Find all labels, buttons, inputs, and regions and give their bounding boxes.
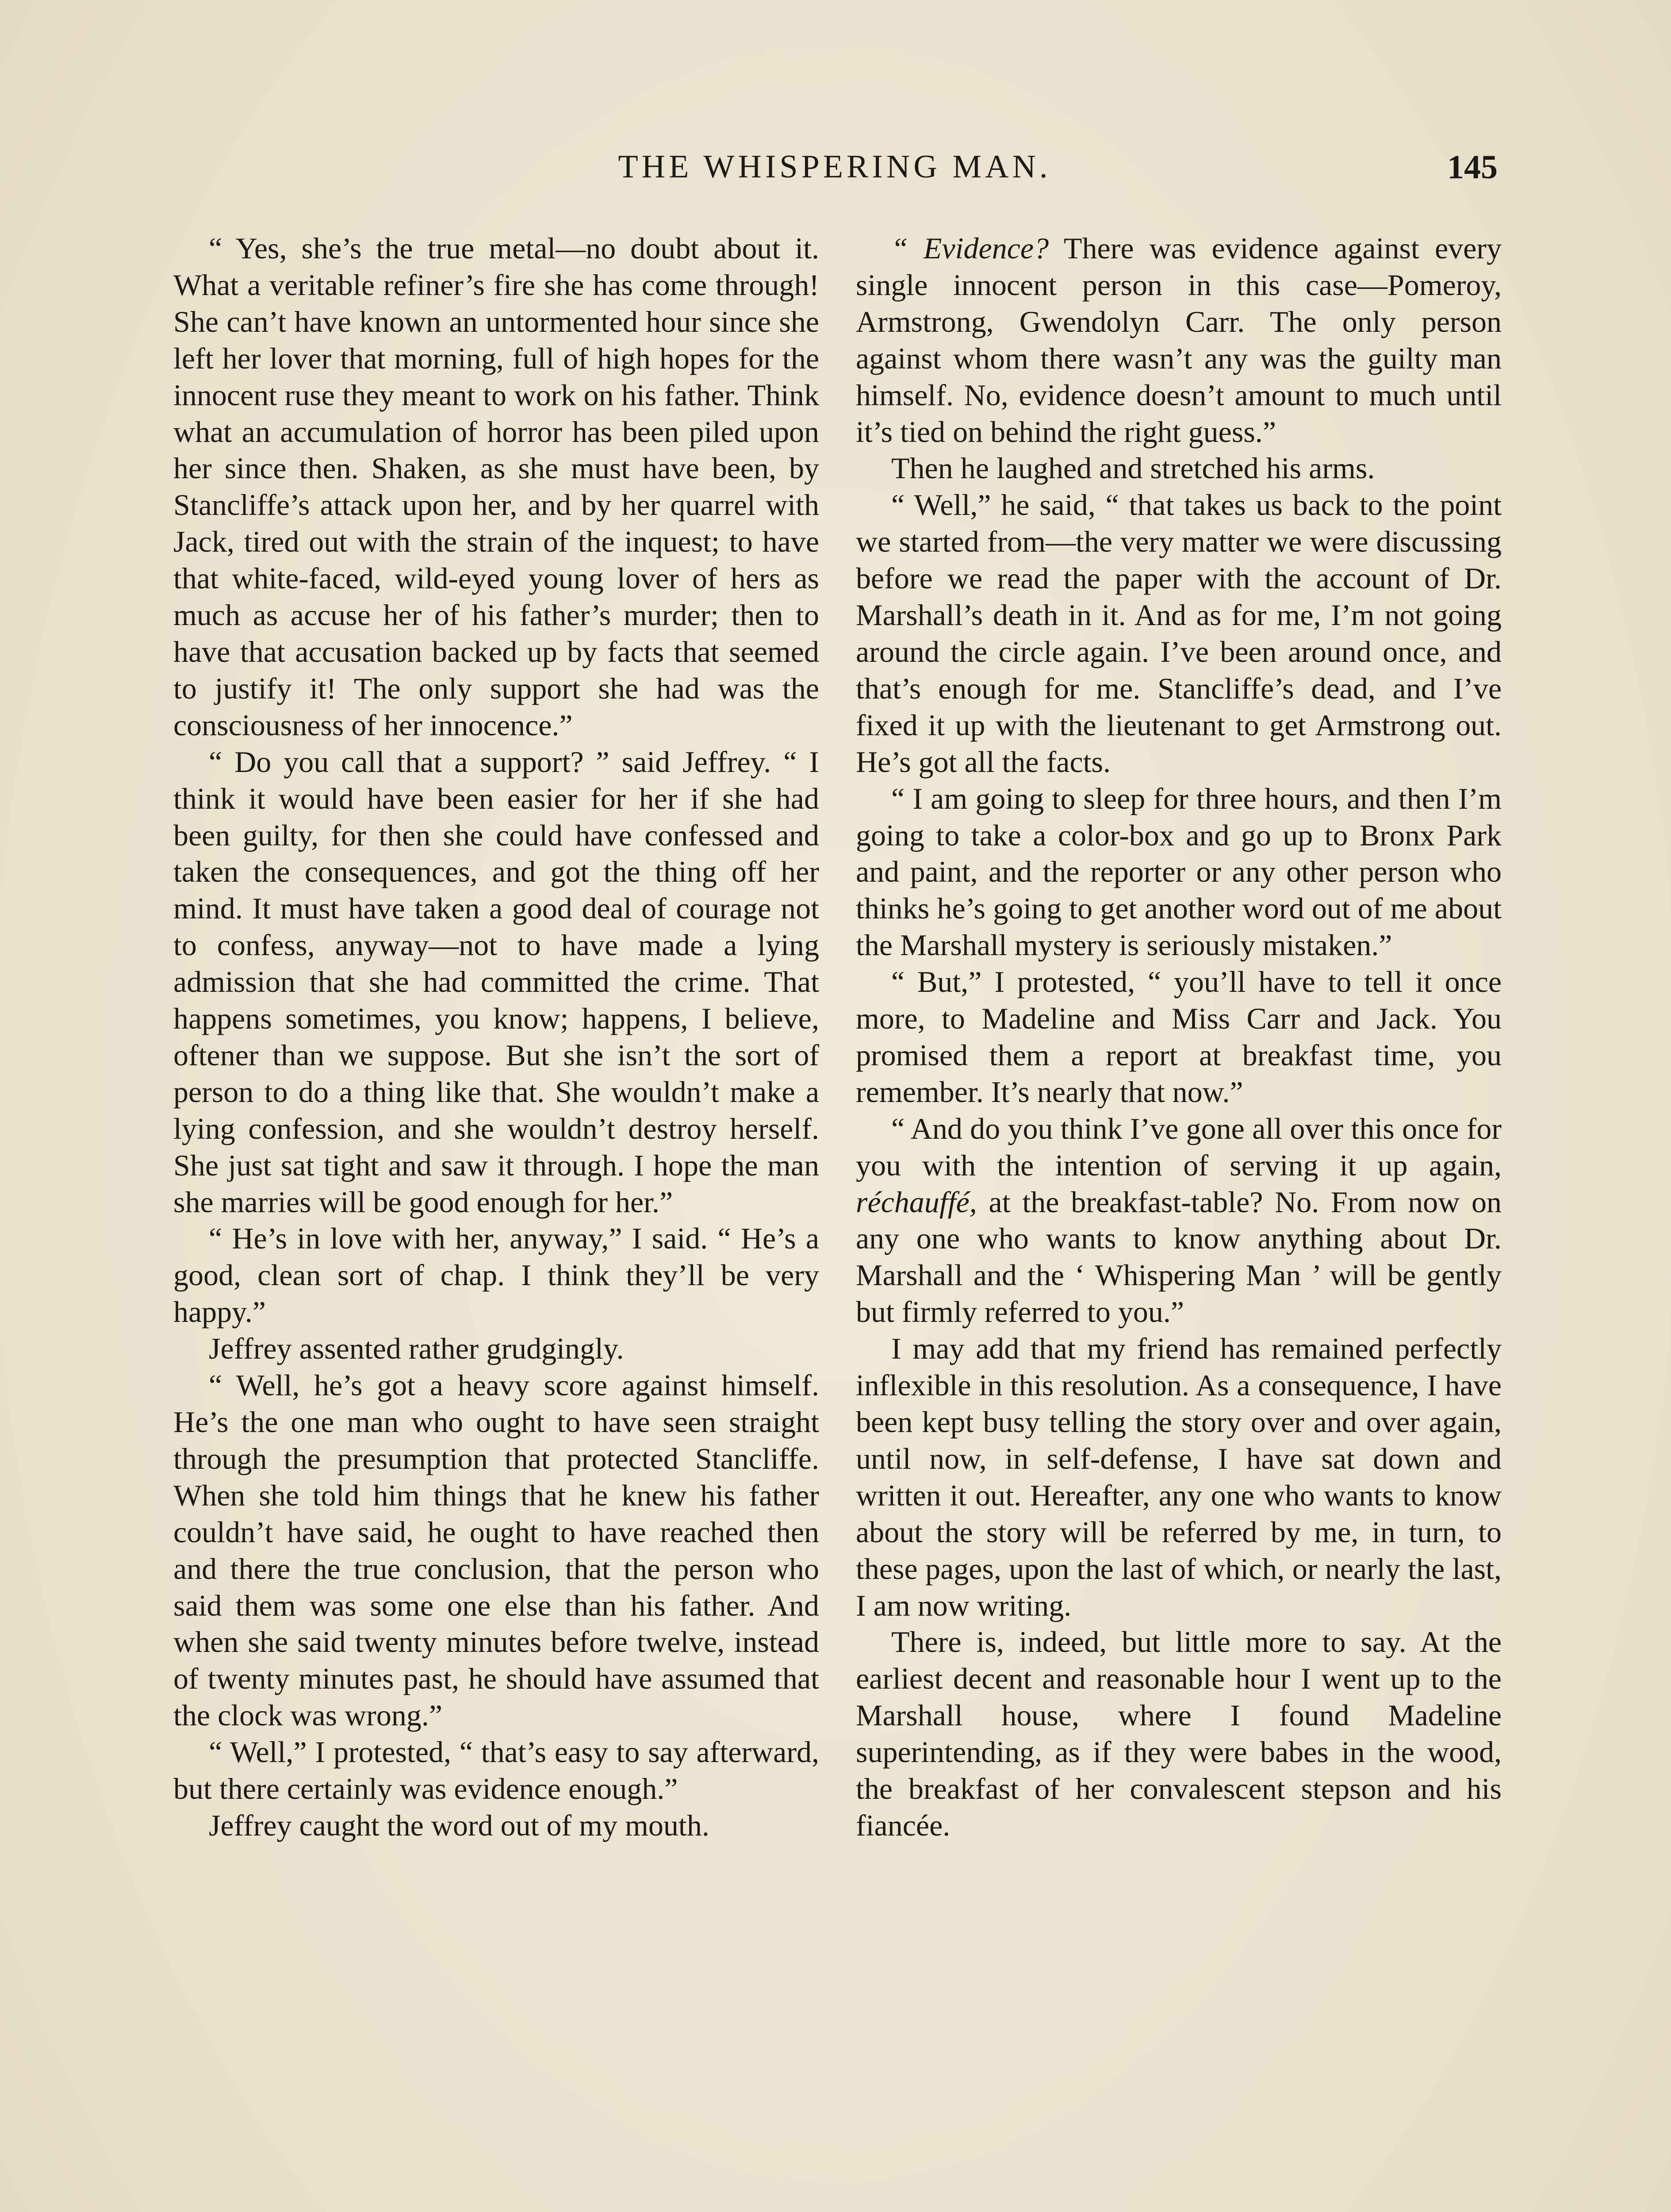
page-number: 145: [1447, 149, 1498, 186]
paragraph: “ Well,” I protested, “ that’s easy to say afterward, but there certainly was evidence enough.”: [173, 1735, 819, 1806]
paragraph: Then he laughed and stretched his arms.: [891, 451, 1375, 485]
paragraph: [856, 230, 1502, 450]
paragraph: “ Yes, she’s the true metal—no doubt about it. What a veritable refiner’s fire she has come through! She can’t have known an untormented hour since she left her lover that morning, full of high hopes for the innocent ruse they meant to work on his father. Think what an accumulation of horror has been piled upon her since then. Shaken, as she must have been, by Stancliffe’s attack upon her, and by her quarrel with Jack, tired out with the strain of the inquest; to have that white-faced, wild-eyed young lover of hers as much as accuse her of his father’s murder; then to have that accusation backed up by facts that seemed to justify it! The only support she had was the consciousness of her innocence.”: [173, 231, 819, 742]
running-head: [172, 150, 1498, 199]
paragraph: “ Well,” he said, “ that takes us back to the point we started from—the very matter we were discussing before we read the paper with the account of Dr. Marshall’s death in it. And as for me, I’m not going around the circle again. I’ve been around once, and that’s enough for me. Stancliffe’s dead, and I’ve fixed it up with the lieutenant to get Armstrong out. He’s got all the facts.: [856, 488, 1502, 779]
paragraph-text: “ And do you think I’ve gone all over this once for you with the intention of serving it up again,: [856, 1111, 1502, 1182]
left-column: [173, 230, 819, 1844]
paragraph: There is, indeed, but little more to say. At the earliest decent and reasonable hour I went up to the Marshall house, where I found Madeline superintending, as if they were babes in the wood, the breakfast of her convalescent stepson and his fiancée.: [856, 1625, 1502, 1842]
paragraph-text: There was evidence against every single innocent person in this case—Pomeroy, Armstrong, Gwendolyn Carr. The only person against whom there wasn’t any was the guilty man himself. No, evidence doesn’t amount to much until it’s tied on behind the right guess.”: [856, 231, 1502, 449]
paragraph: “ I am going to sleep for three hours, and then I’m going to take a color-box and go up to Bronx Park and paint, and the reporter or any other person who thinks he’s going to get another word out of me about the Marshall mystery is seriously mistaken.”: [856, 781, 1502, 962]
paragraph: “ But,” I protested, “ you’ll have to tell it once more, to Madeline and Miss Carr and Jack. You promised them a report at breakfast time, you remember. It’s nearly that now.”: [856, 965, 1502, 1109]
italic-text: “ Evidence?: [891, 231, 1049, 265]
paragraph: “ Well, he’s got a heavy score against himself. He’s the one man who ought to have seen straight through the presumption that protected Stancliffe. When she told him things that he knew his father couldn’t have said, he ought to have reached then and there the true conclusion, that the person who said them was some one else than his father. And when she said twenty minutes before twelve, instead of twenty minutes past, he should have assumed that the clock was wrong.”: [173, 1368, 819, 1732]
paragraph: I may add that my friend has remained perfectly inflexible in this resolution. As a consequence, I have been kept busy telling the story over and over again, until now, in self-defense, I have sat down and written it out. Hereafter, any one who wants to know about the story will be referred by me, in turn, to these pages, upon the last of which, or nearly the last, I am now writing.: [856, 1332, 1502, 1622]
paragraph: [856, 1110, 1502, 1330]
paragraph-text: at the breakfast-table? No. From now on any one who wants to know anything about Dr. Marshall and the ‘ Whispering Man ’ will be gently but firmly referred to you.”: [856, 1185, 1502, 1329]
paragraph: “ Do you call that a support? ” said Jeffrey. “ I think it would have been easier for her if she had been guilty, for then she could have confessed and taken the consequences, and got the thing off her mind. It must have taken a good deal of courage not to confess, anyway—not to have made a lying admission that she had committed the crime. That happens sometimes, you know; happens, I believe, oftener than we suppose. But she isn’t the sort of person to do a thing like that. She wouldn’t make a lying confession, and she wouldn’t destroy herself. She just sat tight and saw it through. I hope the man she marries will be good enough for her.”: [173, 745, 819, 1219]
right-column: [856, 230, 1502, 1844]
paragraph: Jeffrey caught the word out of my mouth.: [209, 1808, 709, 1842]
paragraph: “ He’s in love with her, anyway,” I said. “ He’s a good, clean sort of chap. I think they’ll be very happy.”: [173, 1221, 819, 1329]
running-title: THE WHISPERING MAN.: [618, 149, 1051, 185]
italic-text: réchauffé,: [856, 1185, 977, 1219]
paragraph: Jeffrey assented rather grudgingly.: [209, 1332, 624, 1366]
